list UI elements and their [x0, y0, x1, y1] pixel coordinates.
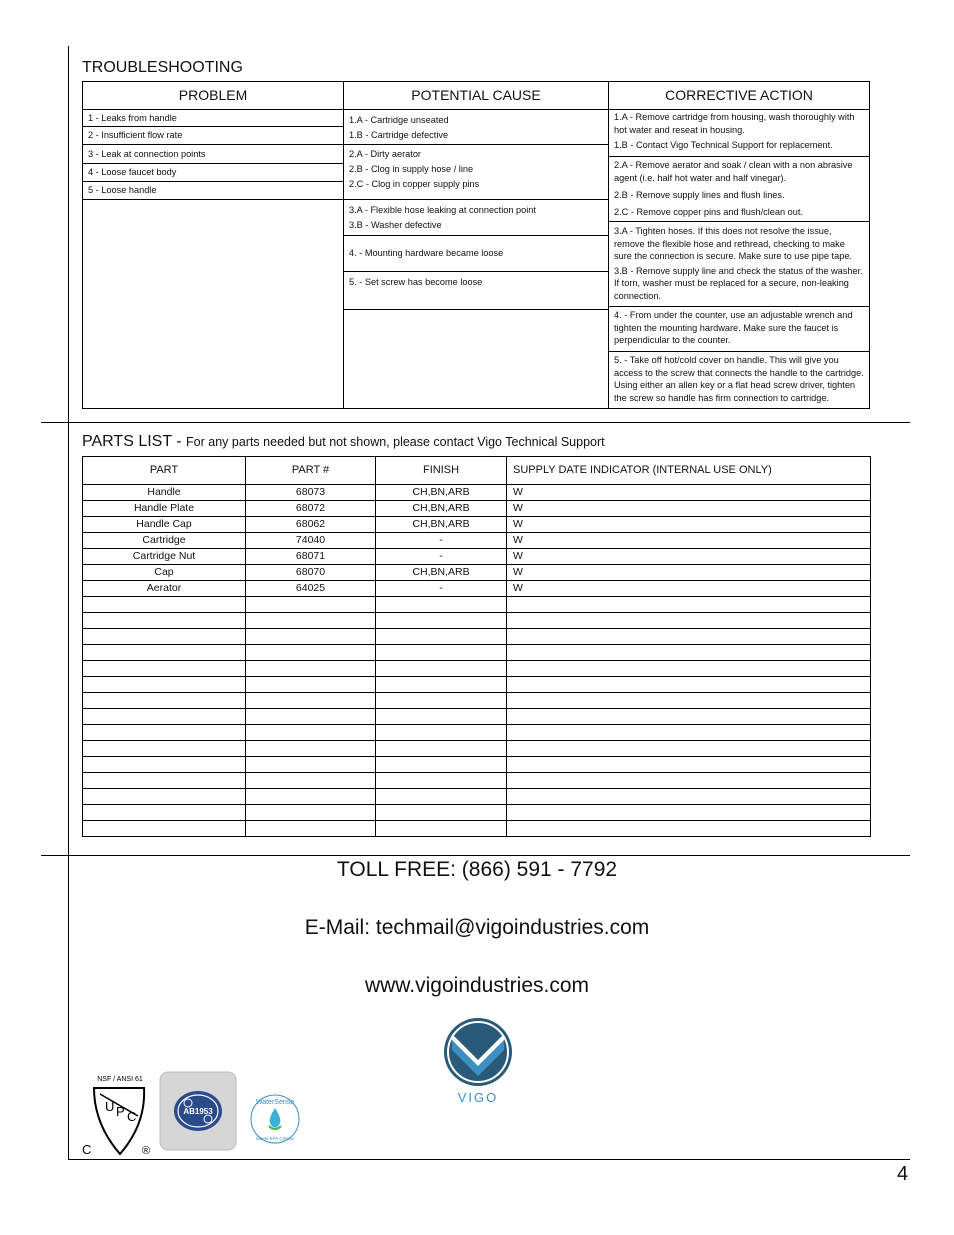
upc-letter: C: [127, 1109, 137, 1124]
part-finish: CH,BN,ARB: [376, 501, 507, 517]
part-number: [246, 677, 376, 693]
part-name: [83, 597, 246, 613]
part-number: [246, 773, 376, 789]
cause-item: 2.B - Clog in supply hose / line: [349, 164, 474, 174]
action-group: [609, 352, 869, 408]
supply-date: [507, 725, 871, 741]
supply-date: W: [507, 549, 871, 565]
cause-group: [344, 236, 608, 272]
page-number: 4: [897, 1163, 909, 1185]
action-column: [609, 82, 869, 408]
problem-column: [83, 82, 344, 408]
part-number: [246, 725, 376, 741]
finish-header: FINISH: [376, 457, 507, 485]
parts-row: [83, 517, 871, 533]
part-name: [83, 613, 246, 629]
part-number: 68070: [246, 565, 376, 581]
problem-item: 1 - Leaks from handle: [83, 110, 343, 127]
parts-row: [83, 581, 871, 597]
watersense-logo: [248, 1092, 302, 1146]
part-number: [246, 693, 376, 709]
watersense-label: WaterSense: [255, 1099, 295, 1106]
part-finish: [376, 597, 507, 613]
supply-date: [507, 597, 871, 613]
cause-item: 5. - Set screw has become loose: [349, 277, 483, 287]
parts-row: [83, 501, 871, 517]
supply-date: [507, 789, 871, 805]
cause-group: [344, 200, 608, 236]
action-item: 1.A - Remove cartridge from housing, wash thoroughly with hot water and reseat in housing.: [614, 112, 855, 135]
problem-item: 2 - Insufficient flow rate: [83, 127, 343, 145]
parts-title: PARTS LIST -: [82, 433, 182, 450]
part-number: 64025: [246, 581, 376, 597]
part-number: 68071: [246, 549, 376, 565]
part-number: [246, 789, 376, 805]
supply-date: [507, 773, 871, 789]
section-divider: [41, 422, 910, 423]
part-finish: CH,BN,ARB: [376, 565, 507, 581]
action-group: [609, 222, 869, 307]
supply-date: [507, 805, 871, 821]
parts-row: [83, 805, 871, 821]
part-name: [83, 789, 246, 805]
part-name: [83, 677, 246, 693]
part-number: [246, 709, 376, 725]
vigo-mark-icon: [438, 1014, 518, 1106]
cause-group: [344, 272, 608, 310]
part-finish: [376, 661, 507, 677]
part-finish: [376, 629, 507, 645]
part-number: [246, 805, 376, 821]
supply-date: W: [507, 565, 871, 581]
part-name: [83, 805, 246, 821]
cause-group: [344, 145, 608, 200]
cause-item: 1.A - Cartridge unseated: [349, 115, 449, 125]
part-name: Handle: [83, 485, 246, 501]
upc-letter: U: [105, 1099, 115, 1114]
part-number: [246, 645, 376, 661]
cause-item: 3.B - Washer defective: [349, 219, 442, 230]
parts-list-title: [82, 433, 605, 451]
supply-date: W: [507, 517, 871, 533]
upc-logo: [80, 1072, 160, 1158]
part-number: [246, 821, 376, 837]
action-item: 5. - Take off hot/cold cover on handle. This will give you access to the screw that connects the handle to the cartridge. Using either an allen key or a flat head screw driver, tighten the screw so handle has firm connection to cartridge.: [614, 355, 864, 403]
part-name: [83, 741, 246, 757]
part-finish: -: [376, 549, 507, 565]
part-name: Cartridge Nut: [83, 549, 246, 565]
parts-row: [83, 693, 871, 709]
part-number: 68073: [246, 485, 376, 501]
supply-date: [507, 645, 871, 661]
supply-date: [507, 693, 871, 709]
supply-date: W: [507, 533, 871, 549]
action-item: 2.B - Remove supply lines and flush lines.: [614, 190, 785, 200]
part-name: Handle Cap: [83, 517, 246, 533]
supply-date: [507, 741, 871, 757]
email: E-Mail: techmail@vigoindustries.com: [304, 916, 650, 939]
supply-date: W: [507, 581, 871, 597]
part-number-header: PART #: [246, 457, 376, 485]
part-finish: [376, 741, 507, 757]
part-finish: [376, 789, 507, 805]
part-name: [83, 629, 246, 645]
action-header: CORRECTIVE ACTION: [609, 82, 869, 110]
parts-row: [83, 741, 871, 757]
cause-item: 1.B - Cartridge defective: [349, 129, 449, 140]
cause-item: 2.C - Clog in copper supply pins: [349, 179, 480, 189]
upc-caption: NSF / ANSI 61: [97, 1076, 143, 1083]
part-number: [246, 661, 376, 677]
part-name: Cap: [83, 565, 246, 581]
part-finish: [376, 773, 507, 789]
problem-item: 5 - Loose handle: [83, 182, 343, 200]
part-number: [246, 613, 376, 629]
part-finish: [376, 725, 507, 741]
supply-date: [507, 629, 871, 645]
cause-item: 3.A - Flexible hose leaking at connection point: [349, 205, 536, 215]
action-item: 2.A - Remove aerator and soak / clean with a non abrasive agent (i.e. half hot water and half vinegar).: [614, 160, 853, 183]
part-name: [83, 709, 246, 725]
part-name: [83, 693, 246, 709]
part-finish: [376, 677, 507, 693]
part-name: [83, 821, 246, 837]
parts-row: [83, 709, 871, 725]
part-number: 68062: [246, 517, 376, 533]
supply-date: [507, 613, 871, 629]
action-group: [609, 110, 869, 157]
upc-c-mark: C: [82, 1142, 92, 1157]
part-finish: [376, 805, 507, 821]
supply-date-header: SUPPLY DATE INDICATOR (INTERNAL USE ONLY): [507, 457, 871, 485]
part-finish: -: [376, 581, 507, 597]
problem-header: PROBLEM: [83, 82, 343, 110]
part-finish: CH,BN,ARB: [376, 485, 507, 501]
parts-row: [83, 773, 871, 789]
parts-table: [82, 456, 871, 837]
vigo-wordmark: VIGO: [457, 1090, 499, 1105]
parts-row: [83, 645, 871, 661]
part-number: [246, 597, 376, 613]
vigo-logo: [438, 1014, 518, 1106]
action-item: 2.C - Remove copper pins and flush/clean out.: [614, 206, 803, 217]
part-finish: [376, 757, 507, 773]
part-finish: [376, 645, 507, 661]
website: www.vigoindustries.com: [364, 974, 590, 997]
footer-line: [68, 1159, 910, 1160]
action-item: 3.A - Tighten hoses. If this does not resolve the issue, remove the flexible hose and rethread, checking to make sure the connection is secure. Make sure to use pipe tape.: [614, 226, 852, 261]
part-finish: [376, 613, 507, 629]
part-finish: [376, 693, 507, 709]
part-header: PART: [83, 457, 246, 485]
parts-row: [83, 789, 871, 805]
part-finish: [376, 821, 507, 837]
section-divider: [41, 855, 910, 856]
action-item: 4. - From under the counter, use an adjustable wrench and tighten the mounting hardware. Make sure the faucet is perpendicular to the counter.: [614, 310, 853, 345]
parts-row: [83, 757, 871, 773]
cause-column: [344, 82, 609, 408]
action-group: [609, 307, 869, 352]
parts-row: [83, 613, 871, 629]
watersense-icon: [248, 1092, 302, 1146]
supply-date: [507, 709, 871, 725]
supply-date: [507, 677, 871, 693]
parts-row: [83, 565, 871, 581]
part-finish: CH,BN,ARB: [376, 517, 507, 533]
cause-item: 2.A - Dirty aerator: [349, 149, 421, 159]
supply-date: [507, 661, 871, 677]
parts-header-row: [83, 457, 871, 485]
parts-note: For any parts needed but not shown, please contact Vigo Technical Support: [186, 435, 605, 449]
action-item: 3.B - Remove supply line and check the status of the washer. If torn, washer must be replaced for a secure, non-leaking connection.: [614, 265, 863, 301]
action-group: [609, 157, 869, 222]
parts-row: [83, 549, 871, 565]
ab1953-icon: [159, 1071, 237, 1151]
parts-row: [83, 485, 871, 501]
upc-shield-icon: [80, 1072, 160, 1158]
part-number: 68072: [246, 501, 376, 517]
troubleshooting-table: [82, 81, 870, 409]
supply-date: W: [507, 501, 871, 517]
part-name: [83, 661, 246, 677]
action-item: 1.B - Contact Vigo Technical Support for replacement.: [614, 140, 833, 150]
part-name: Handle Plate: [83, 501, 246, 517]
problem-item: 3 - Leak at connection points: [83, 146, 343, 164]
part-number: [246, 741, 376, 757]
part-number: 74040: [246, 533, 376, 549]
cause-header: POTENTIAL CAUSE: [344, 82, 608, 110]
part-name: [83, 773, 246, 789]
ab1953-label: AB1953: [183, 1107, 213, 1116]
part-number: [246, 757, 376, 773]
cause-item: 4. - Mounting hardware became loose: [349, 248, 504, 258]
parts-row: [83, 821, 871, 837]
parts-row: [83, 629, 871, 645]
part-name: [83, 645, 246, 661]
part-number: [246, 629, 376, 645]
toll-free: TOLL FREE: (866) 591 - 7792: [336, 858, 618, 881]
upc-registered-mark: ®: [142, 1145, 151, 1157]
troubleshooting-title: TROUBLESHOOTING: [82, 59, 243, 76]
parts-row: [83, 677, 871, 693]
parts-row: [83, 661, 871, 677]
part-name: [83, 757, 246, 773]
supply-date: [507, 821, 871, 837]
supply-date: [507, 757, 871, 773]
upc-letter: P: [116, 1104, 125, 1119]
parts-row: [83, 533, 871, 549]
problem-item: 4 - Loose faucet body: [83, 164, 343, 182]
part-name: [83, 725, 246, 741]
cause-group: [344, 110, 608, 145]
supply-date: W: [507, 485, 871, 501]
watersense-sub: Meets EPA Criteria: [256, 1136, 294, 1141]
part-name: Cartridge: [83, 533, 246, 549]
parts-row: [83, 597, 871, 613]
part-finish: [376, 709, 507, 725]
parts-row: [83, 725, 871, 741]
ab1953-badge: [159, 1071, 237, 1151]
part-name: Aerator: [83, 581, 246, 597]
part-finish: -: [376, 533, 507, 549]
